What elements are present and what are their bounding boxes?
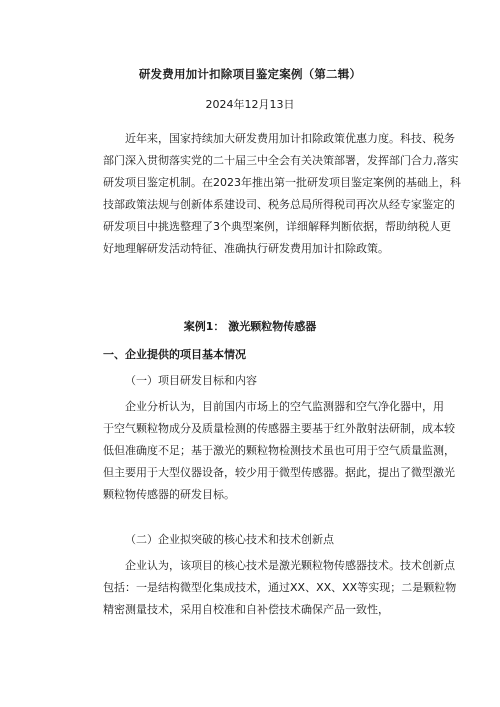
paragraph-line: 精密测量技术，采用自校准和自补偿技术确保产品一致性，	[103, 603, 389, 616]
paragraph-line: 近年来，国家持续加大研发费用加计扣除政策优惠力度。科技、税务	[125, 132, 455, 145]
paragraph-line: 部门深入贯彻落实党的二十届三中全会有关决策部署，发挥部门合力,落实	[103, 154, 459, 167]
paragraph-line: 企业分析认为，目前国内市场上的空气监测器和空气净化器中，用	[125, 400, 444, 413]
document-title: 研发费用加计扣除项目鉴定案例（第二辑）	[138, 67, 362, 81]
paragraph-line: 于空气颗粒物成分及质量检测的传感器主要基于红外散射法研制，成本较	[103, 422, 455, 435]
goals-paragraph	[103, 396, 455, 506]
paragraph-line: 包括：一是结构微型化集成技术，通过XX、XX、XX等实现；二是颗粒物	[103, 581, 457, 594]
section-heading: 一、企业提供的项目基本情况	[103, 348, 246, 361]
paragraph-line: 研发项目中挑选整理了3个典型案例，详细解释判断依据，帮助纳税人更	[103, 220, 451, 233]
paragraph-line: 好地理解研发活动特征、准确执行研发费用加计扣除政策。	[103, 242, 389, 255]
paragraph-line: 但主要用于大型仪器设备，较少用于微型传感器。据此，提出了微型激光	[103, 466, 455, 479]
intro-paragraph	[103, 128, 461, 260]
core-tech-paragraph	[103, 555, 457, 621]
case-title: 案例1： 激光颗粒物传感器	[183, 320, 317, 333]
subsection-heading-core-tech: （二）企业拟突破的核心技术和技术创新点	[125, 533, 334, 546]
document-date: 2024年12月13日	[205, 98, 295, 111]
paragraph-line: 低但准确度不足；基于激光的颗粒物检测技术虽也可用于空气质量监测，	[103, 444, 455, 457]
paragraph-line: 技部政策法规与创新体系建设司、税务总局所得税司再次从经专家鉴定的	[103, 198, 455, 211]
paragraph-line: 企业认为，该项目的核心技术是激光颗粒物传感器技术。技术创新点	[125, 559, 455, 572]
paragraph-line: 研发项目鉴定机制。在2023年推出第一批研发项目鉴定案例的基础上，科	[103, 176, 461, 189]
subsection-heading-goals: （一）项目研发目标和内容	[125, 374, 257, 387]
paragraph-line: 颗粒物传感器的研发目标。	[103, 488, 235, 501]
